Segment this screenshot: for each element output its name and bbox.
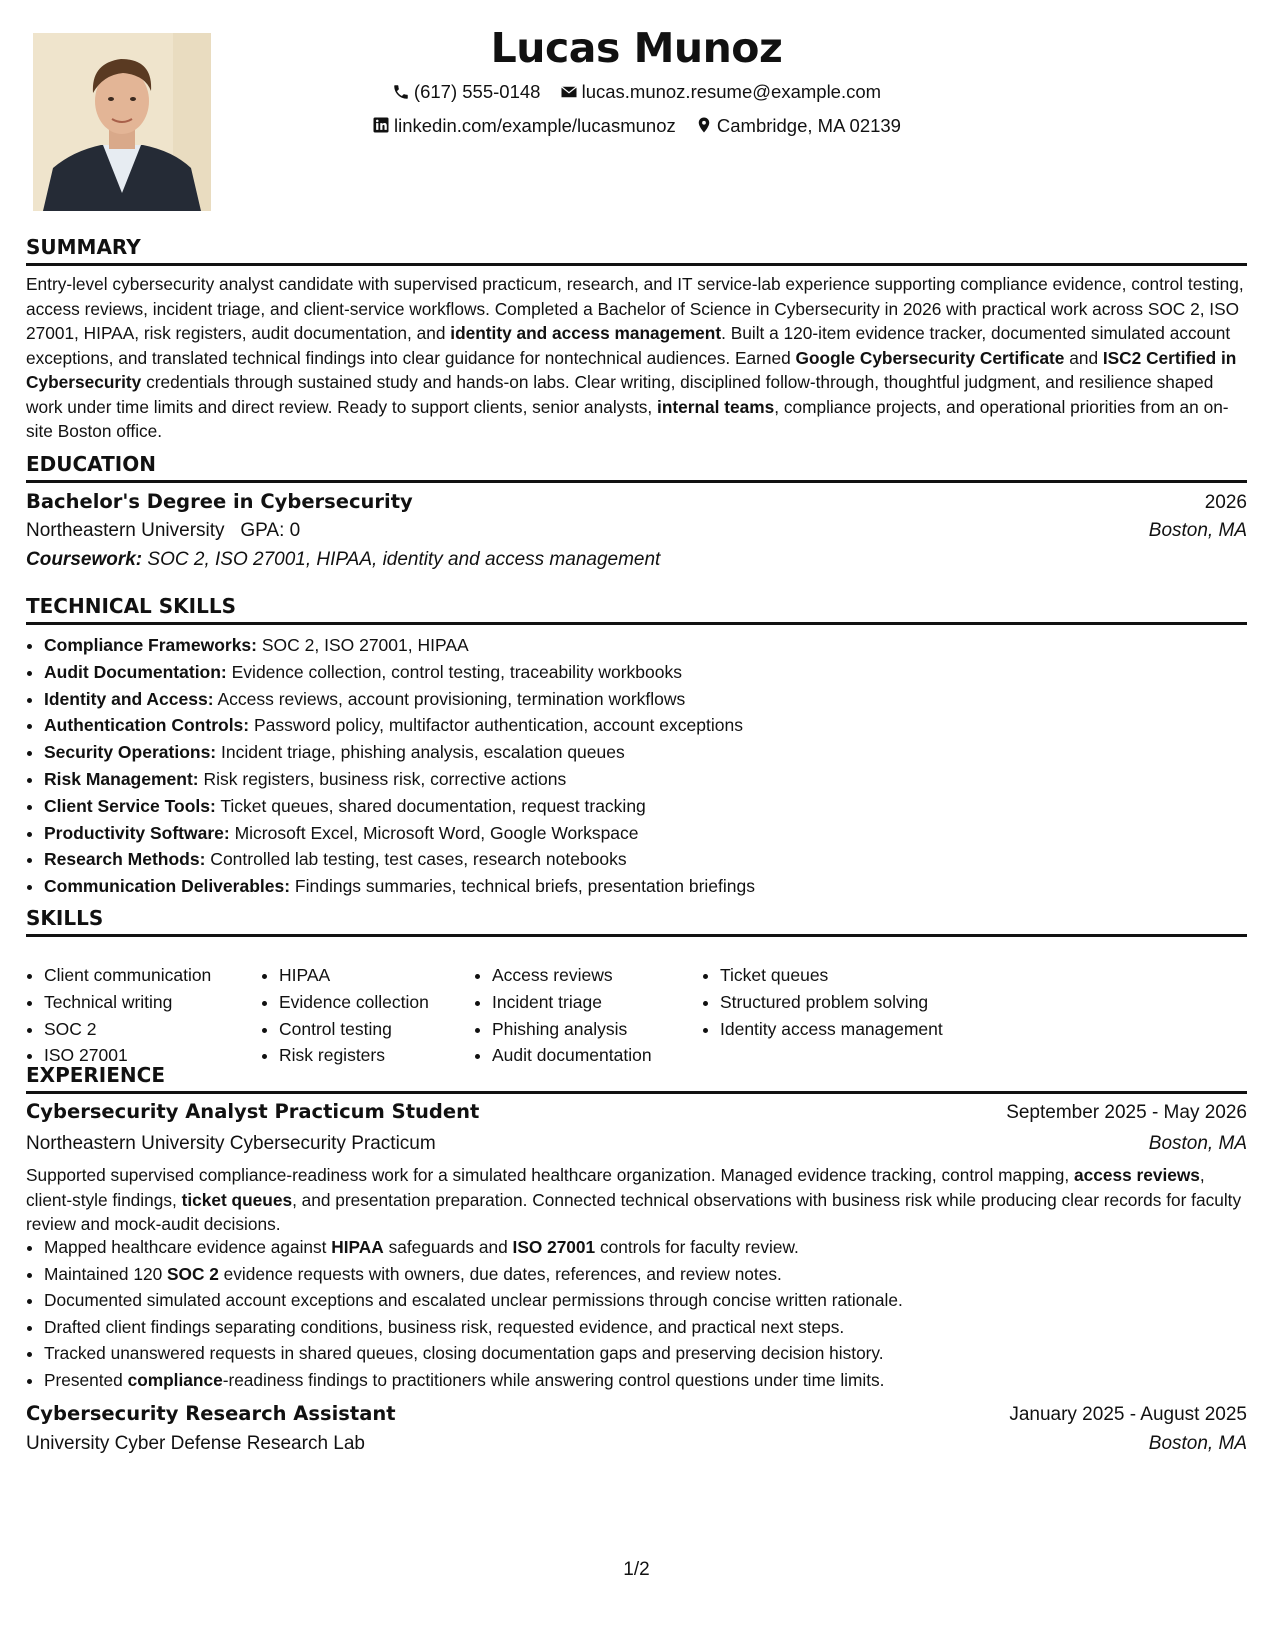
job-1-summary — [26, 1163, 1247, 1237]
phone-icon — [392, 83, 410, 101]
job-bullet — [44, 1261, 1265, 1288]
job-2-title-row — [26, 1400, 1247, 1429]
summary-heading: SUMMARY — [26, 233, 1247, 266]
summary-text: , compliance projects, and operational priorities from an on-site Boston office. — [26, 396, 1229, 441]
job-bullet-bold-text: SOC 2 — [166, 1263, 219, 1284]
skill-item: • ISO 27001 — [44, 1042, 261, 1069]
technical-skill-text: Password policy, multifactor authentication, account exceptions — [249, 715, 743, 736]
job-bullet — [44, 1340, 1265, 1367]
summary-text: credentials through sustained study and hands-on labs. Clear writing, disciplined follow-through, thoughtful judgment, and resilience shaped work under time limits and direct review. Ready to support clients, senior analysts, — [26, 372, 1214, 417]
skills-heading: SKILLS — [26, 904, 1247, 937]
technical-skill-text: SOC 2, ISO 27001, HIPAA — [256, 635, 469, 655]
degree-row — [26, 488, 1247, 517]
coursework-row — [26, 546, 1247, 574]
header — [26, 20, 1247, 143]
technical-skill-text: Access reviews, account provisioning, termination workflows — [213, 688, 686, 709]
job-1-bullets — [26, 1234, 1265, 1393]
gpa: GPA: 0 — [240, 520, 301, 541]
school-name: Northeastern University — [26, 520, 225, 541]
job-bullet-text: Documented simulated account exceptions and escalated unclear permissions through concise written rationale. — [44, 1290, 903, 1310]
technical-skill-item — [44, 793, 1265, 820]
summary-text: . Built a 120-item evidence tracker, documented simulated account exceptions, and translated technical findings into clear guidance for nontechnical audiences. Earned — [26, 323, 1231, 368]
technical-skill-item — [44, 820, 1265, 847]
skill-item: • Technical writing — [44, 989, 261, 1016]
job-bullet — [44, 1367, 1265, 1394]
technical-skills-list — [26, 632, 1265, 900]
summary-text: Entry-level cybersecurity analyst candidate with supervised practicum, research, and IT service-lab experience supporting compliance evidence, control testing, access reviews, incident triage, and client-service workflows. Completed a Bachelor of Science in Cybersecurity in 2026 with practical work across SOC 2, ISO 27001, HIPAA, risk registers, audit documentation, and — [26, 274, 1244, 343]
technical-skill-text: Incident triage, phishing analysis, escalation queues — [216, 742, 625, 763]
skill-item: • Identity access management — [720, 1016, 1020, 1043]
graduation-year: 2026 — [1204, 492, 1247, 513]
job-bullet — [44, 1234, 1265, 1261]
technical-skills-heading: TECHNICAL SKILLS — [26, 592, 1247, 625]
technical-skill-item — [44, 846, 1265, 873]
education-heading: EDUCATION — [26, 450, 1247, 483]
job-bullet-text: Maintained 120 — [44, 1263, 167, 1284]
phone-contact[interactable] — [392, 76, 541, 107]
email-contact[interactable] — [560, 76, 881, 107]
technical-skill-label: Identity and Access: — [44, 688, 214, 709]
skill-item: • Risk registers — [279, 1042, 474, 1069]
skill-item: • HIPAA — [279, 962, 474, 989]
coursework-label: Coursework: — [26, 549, 143, 570]
job-bullet — [44, 1314, 1265, 1341]
skill-item: • Incident triage — [492, 989, 702, 1016]
job-1-title-row — [26, 1098, 1247, 1127]
job-bullet-text: Presented — [44, 1369, 128, 1390]
skill-item: • Structured problem solving — [720, 989, 1020, 1016]
summary-bold-text: internal teams — [657, 396, 775, 417]
summary-paragraph — [26, 272, 1247, 444]
technical-skill-item — [44, 873, 1265, 900]
resume-page — [26, 0, 1247, 1650]
technical-skill-item — [44, 632, 1265, 659]
candidate-name: Lucas Munoz — [490, 24, 783, 72]
phone-text: (617) 555-0148 — [413, 81, 541, 102]
coursework-list: SOC 2, ISO 27001, HIPAA, identity and access management — [147, 549, 661, 570]
job-2-dates: January 2025 - August 2025 — [1009, 1404, 1247, 1425]
envelope-icon — [560, 83, 578, 101]
technical-skill-label: Security Operations: — [44, 742, 217, 763]
skills-columns — [26, 962, 1020, 1069]
technical-skill-text: Risk registers, business risk, corrective actions — [198, 768, 567, 789]
contact-line-2 — [26, 110, 1247, 144]
experience-heading: EXPERIENCE — [26, 1061, 1247, 1094]
job-1-summary-text: Supported supervised compliance-readiness work for a simulated healthcare organization. Managed evidence tracking, control mapping, — [26, 1165, 1075, 1185]
job-1-org-row — [26, 1130, 1247, 1158]
job-bullet-text: safeguards and — [383, 1237, 513, 1257]
degree-title: Bachelor's Degree in Cybersecurity — [26, 490, 413, 513]
job-1-summary-bold-text: access reviews — [1074, 1165, 1200, 1185]
coursework — [26, 546, 660, 574]
linkedin-text: linkedin.com/example/lucasmunoz — [394, 114, 676, 136]
skills-column — [474, 962, 702, 1069]
job-2-role: Cybersecurity Research Assistant — [26, 1402, 396, 1425]
technical-skill-label: Risk Management: — [44, 768, 199, 789]
skill-item: • Audit documentation — [492, 1042, 702, 1069]
job-1-dates: September 2025 - May 2026 — [1006, 1102, 1247, 1123]
summary-bold-text: Google Cybersecurity Certificate — [795, 347, 1065, 368]
technical-skill-text: Evidence collection, control testing, traceability workbooks — [226, 661, 682, 682]
job-1-role: Cybersecurity Analyst Practicum Student — [26, 1100, 480, 1123]
skill-item: • Evidence collection — [279, 989, 474, 1016]
skill-item: • Ticket queues — [720, 962, 1020, 989]
technical-skill-label: Authentication Controls: — [44, 715, 250, 736]
technical-skill-item — [44, 766, 1265, 793]
skill-item: • SOC 2 — [44, 1016, 261, 1043]
job-bullet-text: controls for faculty review. — [595, 1237, 799, 1257]
job-bullet-text: -readiness findings to practitioners while answering control questions under time limits. — [222, 1369, 885, 1390]
school-info — [26, 517, 300, 545]
job-2-org: University Cyber Defense Research Lab — [26, 1433, 365, 1454]
technical-skill-text: Microsoft Excel, Microsoft Word, Google Workspace — [229, 822, 639, 843]
technical-skill-label: Research Methods: — [44, 849, 206, 870]
school-row — [26, 517, 1247, 545]
summary-text: and — [1064, 347, 1103, 368]
job-1-summary-text: , client-style findings, — [26, 1165, 1205, 1210]
job-2-location: Boston, MA — [1148, 1433, 1247, 1454]
technical-skill-label: Audit Documentation: — [44, 661, 227, 682]
technical-skill-item — [44, 712, 1265, 739]
job-2-org-row — [26, 1430, 1247, 1458]
job-1-summary-text: , and presentation preparation. Connected technical observations with business risk while producing clear records for faculty review and mock-audit decisions. — [26, 1189, 1242, 1234]
location-contact — [695, 110, 901, 141]
technical-skill-item — [44, 659, 1265, 686]
technical-skill-item — [44, 686, 1265, 713]
job-bullet-bold-text: ISO 27001 — [512, 1237, 596, 1257]
summary-bold-text: ISC2 Certified in Cybersecurity — [26, 347, 1237, 392]
technical-skill-label: Compliance Frameworks: — [44, 635, 257, 655]
school-location: Boston, MA — [1148, 520, 1247, 541]
technical-skill-label: Client Service Tools: — [44, 795, 216, 816]
technical-skill-label: Productivity Software: — [44, 822, 230, 843]
job-1-org: Northeastern University Cybersecurity Practicum — [26, 1133, 436, 1154]
job-1-location: Boston, MA — [1148, 1133, 1247, 1154]
technical-skill-item — [44, 739, 1265, 766]
technical-skill-label: Communication Deliverables: — [44, 876, 291, 897]
map-pin-icon — [695, 116, 713, 134]
location-text: Cambridge, MA 02139 — [716, 114, 901, 136]
job-bullet-text: Tracked unanswered requests in shared queues, closing documentation gaps and preserving decision history. — [44, 1343, 884, 1363]
contact-line-1 — [26, 76, 1247, 110]
job-bullet-text: evidence requests with owners, due dates, references, and review notes. — [218, 1263, 782, 1284]
skills-column — [26, 962, 261, 1069]
job-bullet-text: Mapped healthcare evidence against — [44, 1237, 332, 1257]
page-number: 1/2 — [623, 1559, 650, 1580]
skills-column — [702, 962, 1020, 1069]
technical-skill-text: Controlled lab testing, test cases, research notebooks — [205, 849, 627, 870]
technical-skill-text: Ticket queues, shared documentation, request tracking — [215, 795, 646, 816]
job-bullet-bold-text: compliance — [127, 1369, 223, 1390]
technical-skill-text: Findings summaries, technical briefs, presentation briefings — [290, 876, 755, 897]
linkedin-contact[interactable] — [372, 110, 676, 141]
summary-bold-text: identity and access management — [450, 323, 722, 343]
skill-item: • Control testing — [279, 1016, 474, 1043]
job-bullet-text: Drafted client findings separating conditions, business risk, requested evidence, and practical next steps. — [44, 1316, 845, 1337]
skill-item: • Phishing analysis — [492, 1016, 702, 1043]
job-bullet-bold-text: HIPAA — [331, 1237, 384, 1257]
job-bullet — [44, 1287, 1265, 1314]
skills-column — [261, 962, 474, 1069]
email-text: lucas.munoz.resume@example.com — [581, 81, 882, 102]
job-1-summary-bold-text: ticket queues — [181, 1189, 293, 1210]
skill-item: • Client communication — [44, 962, 261, 989]
linkedin-icon — [372, 116, 390, 134]
skill-item: • Access reviews — [492, 962, 702, 989]
